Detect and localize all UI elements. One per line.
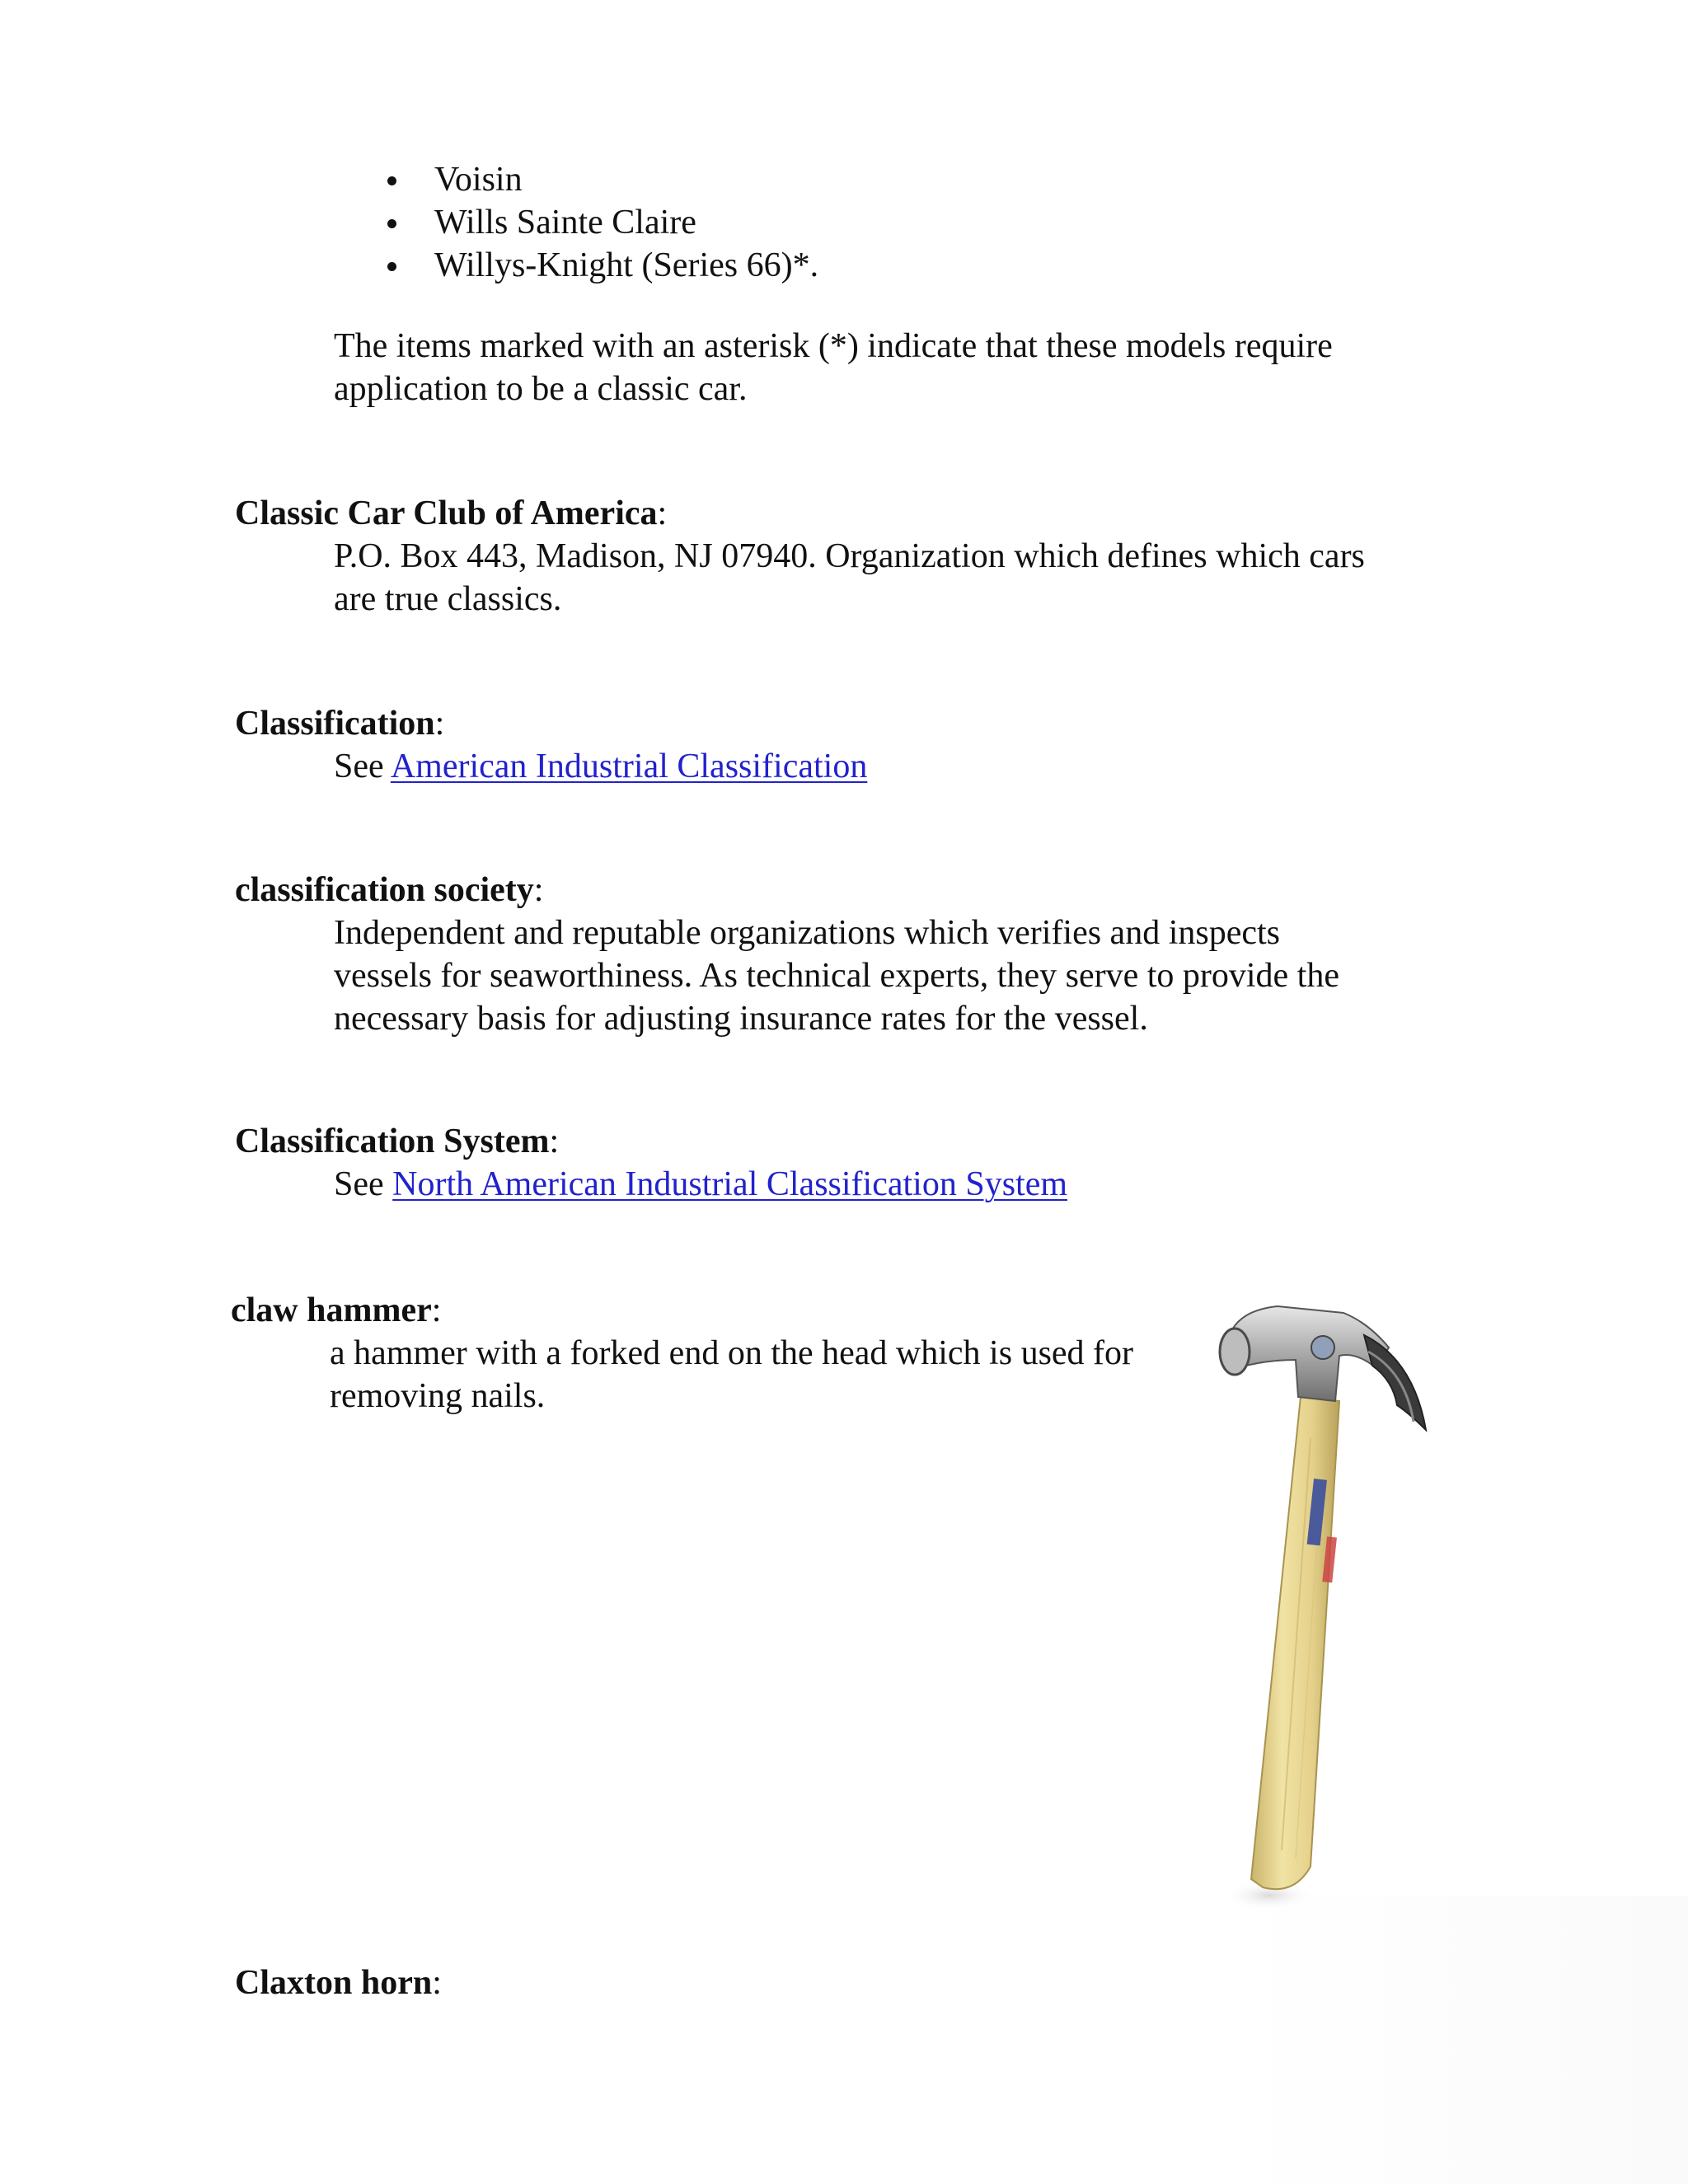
- list-item-text: Willys-Knight (Series 66)*.: [434, 246, 819, 284]
- term-label: Classic Car Club of America: [235, 494, 658, 532]
- entry-term-claxton-horn: [235, 1961, 442, 2004]
- entry-definition-line: necessary basis for adjusting insurance rates for the vessel.: [334, 1000, 1148, 1038]
- entry-definition-line: Independent and reputable organizations which verifies and inspects: [334, 914, 1281, 952]
- entry-term-claw-hammer: [231, 1289, 441, 1332]
- list-item: [0, 158, 989, 201]
- term-colon: :: [434, 705, 445, 743]
- entry-definition-line: a hammer with a forked end on the head which is used for: [330, 1334, 1134, 1372]
- entry-term-classification-society: [235, 869, 543, 912]
- term-colon: :: [431, 1291, 442, 1329]
- term-label: Classification System: [235, 1122, 550, 1160]
- term-label: Claxton horn: [235, 1964, 433, 2002]
- term-label: claw hammer: [231, 1291, 432, 1329]
- claw-hammer-image: [1203, 1290, 1451, 1916]
- link-american-industrial-classification[interactable]: American Industrial Classification: [390, 748, 868, 785]
- term-colon: :: [657, 494, 668, 532]
- entry-definition-line: [334, 745, 867, 788]
- entry-term-classic-car-club: [235, 492, 667, 535]
- see-prefix: See: [334, 1165, 393, 1203]
- bullet-icon: [387, 262, 396, 271]
- bullet-icon: [387, 176, 396, 185]
- term-colon: :: [432, 1964, 442, 2002]
- list-item: [0, 244, 989, 287]
- entry-definition-line: P.O. Box 443, Madison, NJ 07940. Organization which defines which cars: [334, 537, 1365, 575]
- asterisk-note-line-1: The items marked with an asterisk (*) indicate that these models require: [334, 327, 1333, 365]
- list-item: [0, 201, 989, 244]
- link-north-american-industrial-classification-system[interactable]: North American Industrial Classification System: [392, 1165, 1068, 1203]
- list-item-text: Voisin: [434, 161, 523, 199]
- page-edge-shade: [1236, 1896, 1688, 2184]
- list-item-text: Wills Sainte Claire: [434, 204, 696, 241]
- entry-term-classification-system: [235, 1120, 559, 1163]
- asterisk-note-line-2: application to be a classic car.: [334, 370, 748, 408]
- bullet-icon: [387, 219, 396, 228]
- term-colon: :: [533, 871, 544, 909]
- entry-term-classification: [235, 702, 444, 745]
- entry-definition-line: are true classics.: [334, 580, 562, 618]
- term-colon: :: [549, 1122, 560, 1160]
- entry-definition-line: [334, 1163, 1067, 1206]
- term-label: classification society: [235, 871, 534, 909]
- term-label: Classification: [235, 705, 435, 743]
- see-prefix: See: [334, 748, 391, 785]
- entry-definition-line: vessels for seaworthiness. As technical experts, they serve to provide the: [334, 957, 1339, 995]
- entry-definition-line: removing nails.: [330, 1377, 546, 1415]
